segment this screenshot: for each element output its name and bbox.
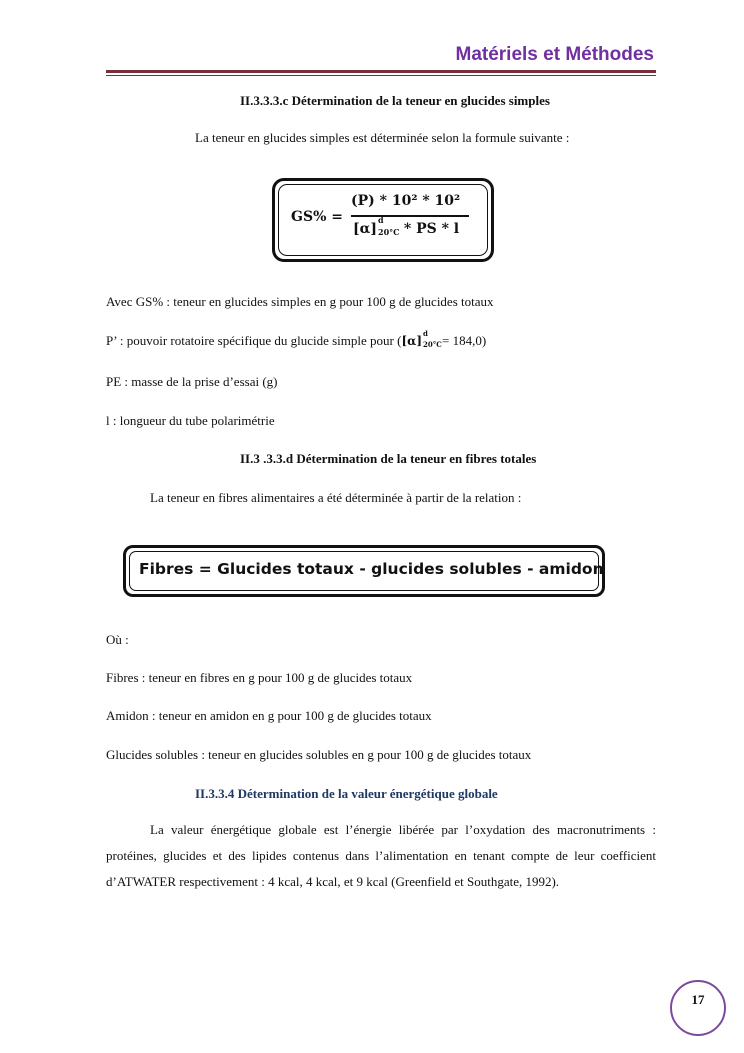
def-p: P’ : pouvoir rotatoire spécifique du glucide simple pour ([α] d 20°C = 184,0) bbox=[106, 329, 487, 349]
chapter-title: Matériels et Méthodes bbox=[455, 44, 654, 65]
def-gs: Avec GS% : teneur en glucides simples en g pour 100 g de glucides totaux bbox=[106, 294, 494, 309]
page-number: 17 bbox=[691, 992, 705, 1007]
where-label: Où : bbox=[106, 632, 129, 647]
def-pe: PE : masse de la prise d’essai (g) bbox=[106, 374, 278, 389]
glucides-simples-formula-box bbox=[272, 178, 494, 262]
formula-lhs: GS% = bbox=[291, 209, 343, 225]
formula-fraction-bar bbox=[351, 215, 469, 217]
def-fibres: Fibres : teneur en fibres en g pour 100 g de glucides totaux bbox=[106, 670, 413, 685]
section-c-intro: La teneur en glucides simples est déterminée selon la formule suivante : bbox=[195, 130, 570, 145]
section-d-intro: La teneur en fibres alimentaires a été déterminée à partir de la relation : bbox=[150, 490, 522, 505]
section-4-heading: II.3.3.4 Détermination de la valeur énergétique globale bbox=[195, 786, 498, 801]
formula-denominator: [α] d 20°C * PS * l bbox=[353, 215, 460, 237]
section-c-heading: II.3.3.3.c Détermination de la teneur en glucides simples bbox=[240, 93, 550, 108]
header-rule-thin bbox=[106, 75, 656, 76]
page-number-badge bbox=[670, 980, 726, 1036]
header-rule-thick bbox=[106, 70, 656, 73]
section-d-heading: II.3 .3.3.d Détermination de la teneur en fibres totales bbox=[240, 451, 537, 466]
def-amidon: Amidon : teneur en amidon en g pour 100 g de glucides totaux bbox=[106, 708, 432, 723]
def-glucides-solubles: Glucides solubles : teneur en glucides solubles en g pour 100 g de glucides totaux bbox=[106, 747, 532, 762]
fibres-formula-box bbox=[123, 545, 605, 597]
section-4-paragraph: La valeur énergétique globale est l’énergie libérée par l’oxydation des macronutriments : protéines, glucides et des lipides contenus dans l’alimentation en tenant compte de leur coefficient d’ATWATER respectivement : 4 kcal, 4 kcal, et 9 kcal (Greenfield et Southgate, 1992). bbox=[106, 822, 656, 889]
formula-numerator: (P) * 10² * 10² bbox=[351, 193, 461, 209]
fibres-formula: Fibres = Glucides totaux - glucides solubles - amidon bbox=[139, 560, 604, 578]
def-l: l : longueur du tube polarimétrie bbox=[106, 413, 275, 428]
